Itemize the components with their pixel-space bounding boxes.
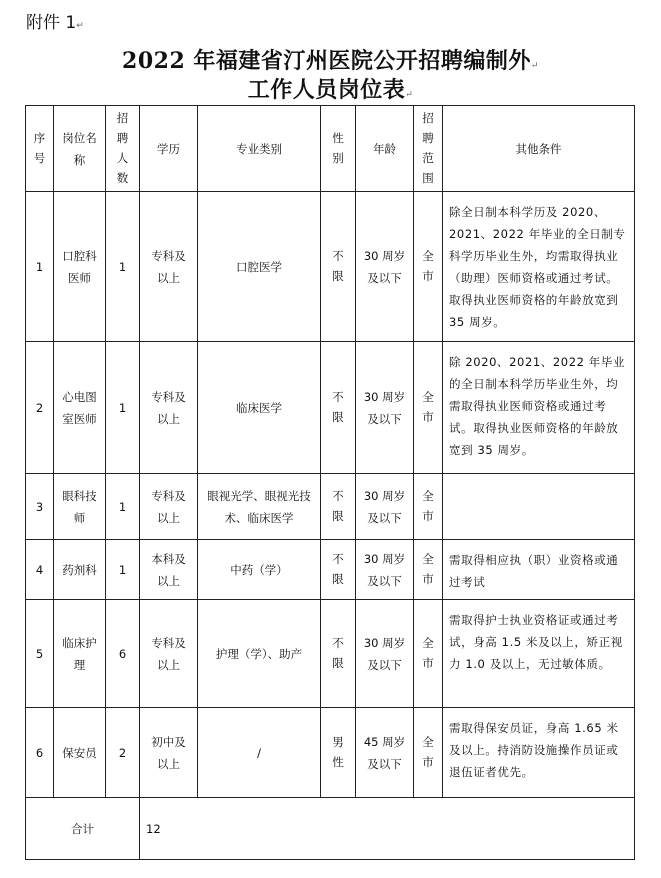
- cell-age: 45 周岁及以下: [356, 708, 414, 798]
- cell-count: 1: [106, 474, 140, 540]
- document-title-line-1: 2022 年福建省汀州医院公开招聘编制外↵: [122, 48, 539, 74]
- cell-age: 30 周岁及以下: [356, 192, 414, 342]
- cell-other: 需取得护士执业资格证或通过考试，身高 1.5 米及以上，矫正视力 1.0 及以上，无过敏体质。: [443, 600, 635, 708]
- table-row: [26, 600, 635, 708]
- header-scope: 招聘范围: [414, 106, 443, 192]
- cell-count: 1: [106, 540, 140, 600]
- cell-age: 30 周岁及以下: [356, 600, 414, 708]
- header-major: 专业类别: [198, 106, 321, 192]
- total-value: 12: [140, 798, 635, 860]
- header-age: 年龄: [356, 106, 414, 192]
- cell-post-name: 临床护理: [54, 600, 106, 708]
- header-post-name: 岗位名称: [54, 106, 106, 192]
- cell-gender: 不限: [321, 192, 356, 342]
- cell-scope: 全市: [414, 474, 443, 540]
- position-table: [25, 105, 635, 860]
- cell-seq: 5: [26, 600, 54, 708]
- table-row: [26, 474, 635, 540]
- document-title-line-2: 工作人员岗位表↵: [247, 77, 414, 103]
- cell-count: 2: [106, 708, 140, 798]
- total-label: 合计: [26, 798, 140, 860]
- cell-major: 口腔医学: [198, 192, 321, 342]
- cell-gender: 不限: [321, 474, 356, 540]
- cell-other: [443, 474, 635, 540]
- cell-age: 30 周岁及以下: [356, 474, 414, 540]
- header-count: 招聘人数: [106, 106, 140, 192]
- cell-education: 专科及以上: [140, 192, 198, 342]
- cell-major: /: [198, 708, 321, 798]
- cell-age: 30 周岁及以下: [356, 342, 414, 474]
- table-row: [26, 192, 635, 342]
- cell-major: 临床医学: [198, 342, 321, 474]
- cell-seq: 4: [26, 540, 54, 600]
- cell-other: 除全日制本科学历及 2020、2021、2022 年毕业的全日制专科学历毕业生外，均需取得执业（助理）医师资格或通过考试。取得执业医师资格的年龄放宽到 35 周岁。: [443, 192, 635, 342]
- table-row: [26, 540, 635, 600]
- cell-count: 6: [106, 600, 140, 708]
- cell-post-name: 保安员: [54, 708, 106, 798]
- table-row: [26, 708, 635, 798]
- cell-education: 本科及以上: [140, 540, 198, 600]
- cell-count: 1: [106, 342, 140, 474]
- cell-major: 眼视光学、眼视光技术、临床医学: [198, 474, 321, 540]
- cell-education: 专科及以上: [140, 342, 198, 474]
- cell-education: 初中及以上: [140, 708, 198, 798]
- cell-other: 需取得保安员证，身高 1.65 米及以上。持消防设施操作员证或退伍证者优先。: [443, 708, 635, 798]
- table-header-row: [26, 106, 635, 192]
- cell-scope: 全市: [414, 600, 443, 708]
- cell-count: 1: [106, 192, 140, 342]
- cell-gender: 不限: [321, 540, 356, 600]
- cell-gender: 不限: [321, 600, 356, 708]
- cell-seq: 1: [26, 192, 54, 342]
- cell-major: 护理（学）、助产: [198, 600, 321, 708]
- cell-post-name: 口腔科医师: [54, 192, 106, 342]
- cell-post-name: 眼科技师: [54, 474, 106, 540]
- cell-gender: 不限: [321, 342, 356, 474]
- header-education: 学历: [140, 106, 198, 192]
- cell-scope: 全市: [414, 192, 443, 342]
- cell-other: 除 2020、2021、2022 年毕业的全日制本科学历毕业生外，均需取得执业医师资格或通过考试。取得执业医师资格的年龄放宽到 35 周岁。: [443, 342, 635, 474]
- cell-seq: 3: [26, 474, 54, 540]
- cell-seq: 2: [26, 342, 54, 474]
- cell-education: 专科及以上: [140, 474, 198, 540]
- cell-seq: 6: [26, 708, 54, 798]
- header-gender: 性别: [321, 106, 356, 192]
- table-row: [26, 342, 635, 474]
- cell-other: 需取得相应执（职）业资格或通过考试: [443, 540, 635, 600]
- header-seq: 序号: [26, 106, 54, 192]
- cell-scope: 全市: [414, 708, 443, 798]
- cell-scope: 全市: [414, 540, 443, 600]
- cell-major: 中药（学）: [198, 540, 321, 600]
- table-total-row: [26, 798, 635, 860]
- cell-post-name: 药剂科: [54, 540, 106, 600]
- header-other: 其他条件: [443, 106, 635, 192]
- cell-post-name: 心电图室医师: [54, 342, 106, 474]
- attachment-label: 附件 1↵: [26, 13, 84, 33]
- cell-education: 专科及以上: [140, 600, 198, 708]
- cell-scope: 全市: [414, 342, 443, 474]
- cell-gender: 男性: [321, 708, 356, 798]
- cell-age: 30 周岁及以下: [356, 540, 414, 600]
